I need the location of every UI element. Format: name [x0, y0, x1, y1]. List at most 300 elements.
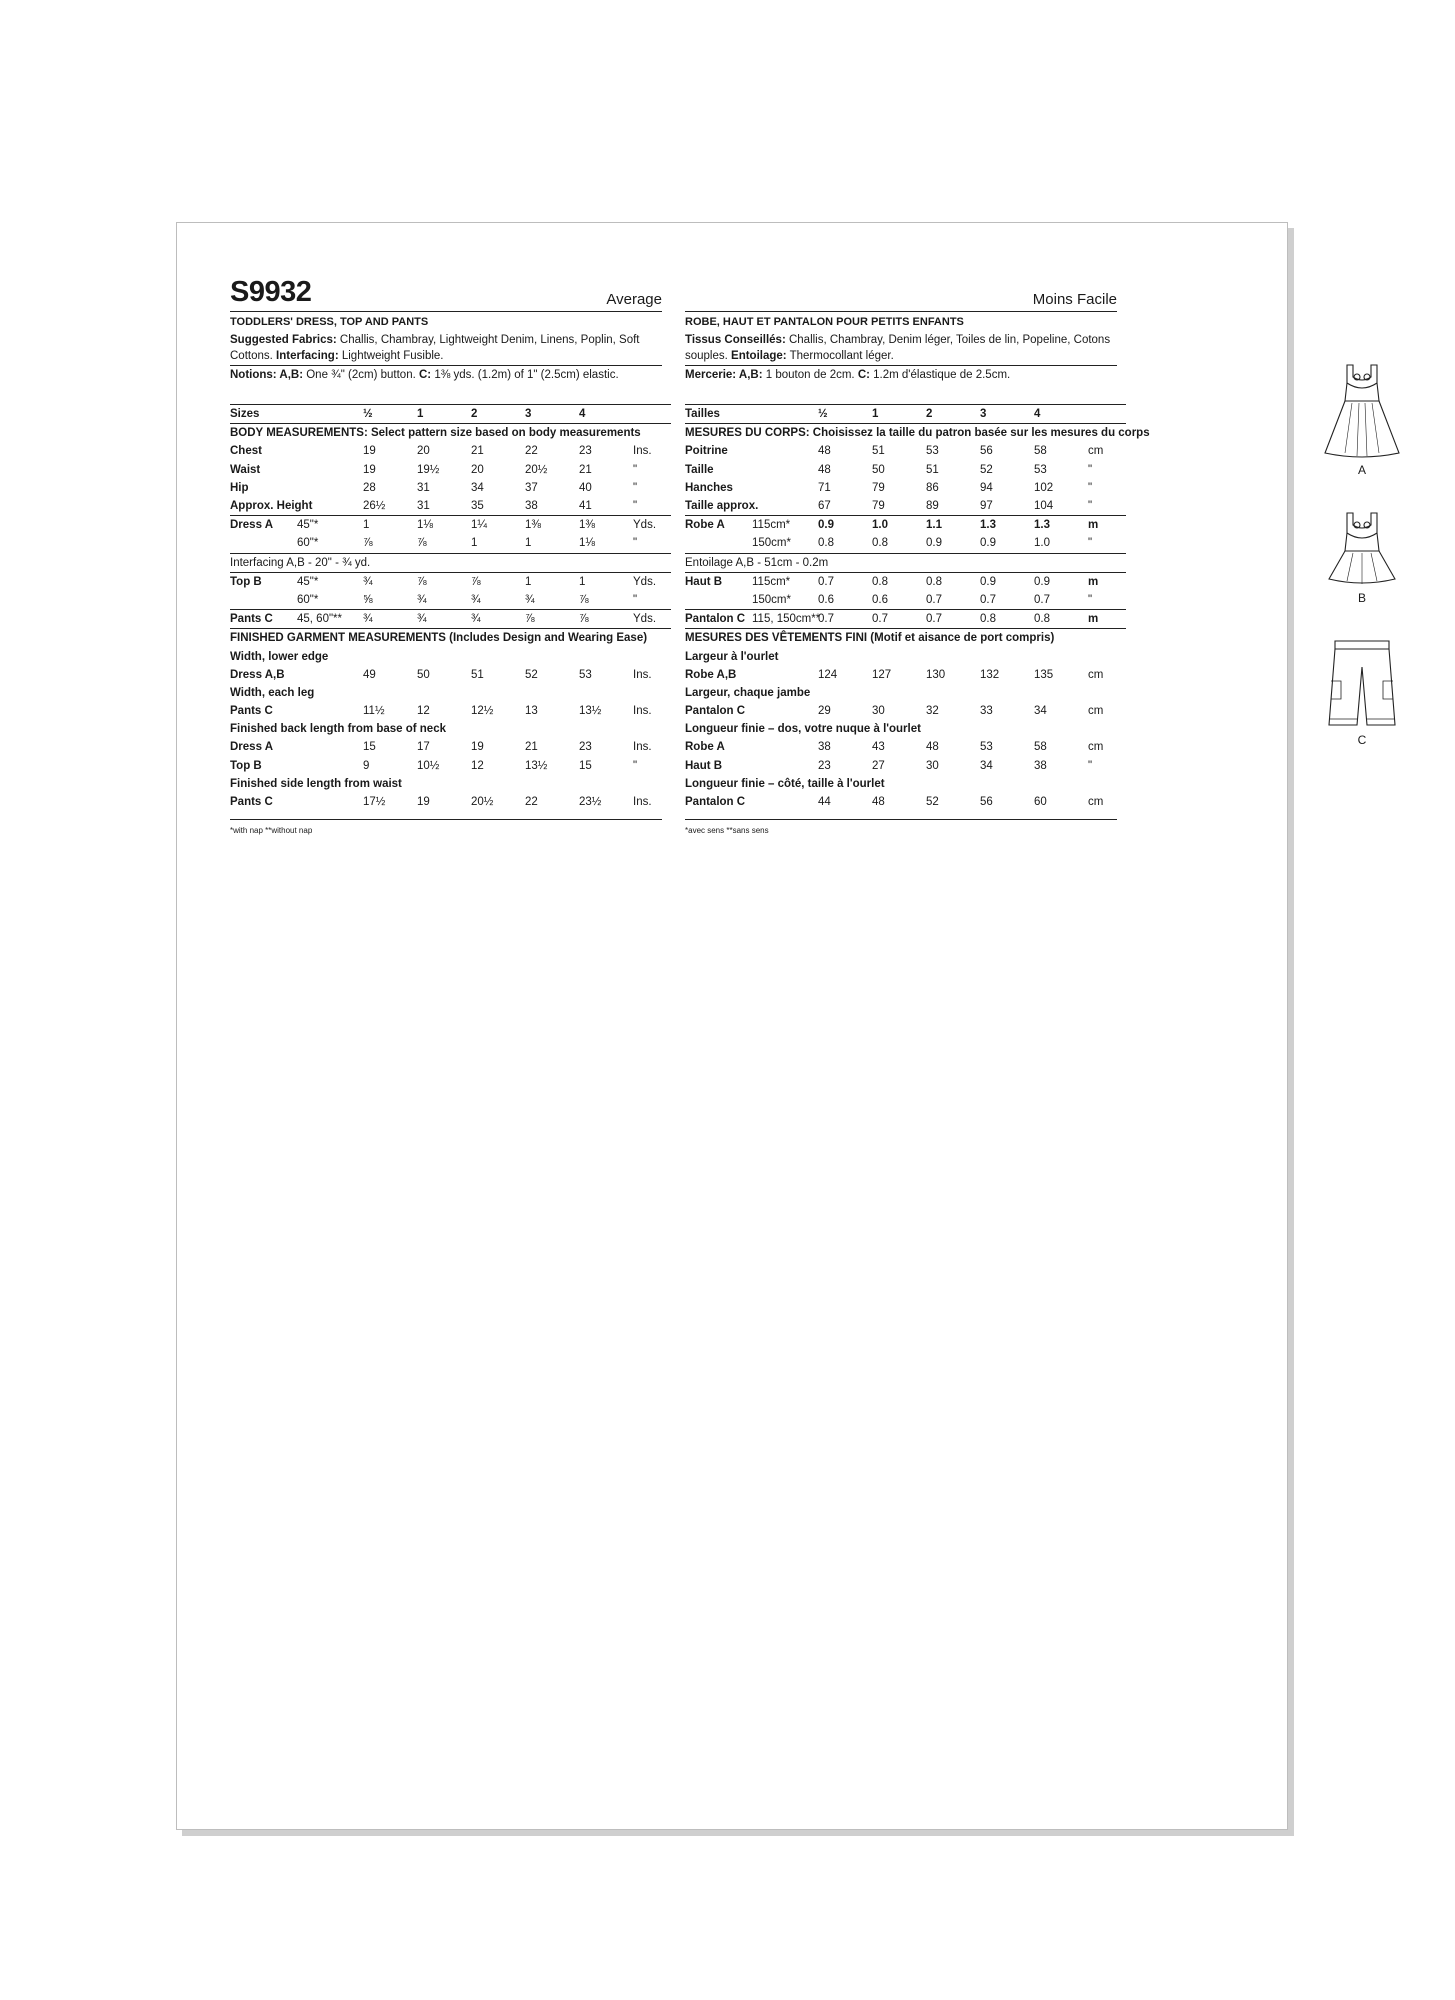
top-b-icon [1317, 511, 1407, 591]
notions [685, 365, 1117, 386]
unit: " [633, 481, 638, 494]
unit: " [1088, 481, 1093, 494]
size-cell: ½ [818, 405, 872, 424]
cell: 1 [579, 572, 633, 591]
table-row [230, 479, 671, 497]
cell: 13 [525, 705, 538, 718]
cell: ⅞ [579, 593, 589, 606]
row-label: Haut B [685, 572, 752, 591]
row-label: Poitrine [685, 445, 728, 458]
unit: m [1088, 516, 1126, 535]
row-label: Dress A [230, 516, 297, 535]
row-label: Robe A,B [685, 668, 737, 681]
cell: ¾ [471, 610, 525, 629]
cell: 21 [579, 463, 592, 476]
cell: 51 [471, 668, 484, 681]
pattern-code: S9932 [230, 276, 312, 308]
unit: " [633, 593, 638, 606]
row-label: Hanches [685, 481, 733, 494]
cell: 56 [980, 796, 993, 809]
subheading: Largeur à l'ourlet [685, 650, 779, 663]
table-row [230, 610, 671, 629]
cell: 34 [471, 481, 484, 494]
pattern-sheet [176, 222, 1367, 1830]
notions-text: 1 bouton de 2cm. [762, 369, 858, 381]
cell: 1¼ [471, 516, 525, 535]
cell: 1 [471, 537, 478, 550]
cell: 12½ [471, 705, 494, 718]
unit: " [1088, 463, 1093, 476]
cell: 79 [872, 481, 885, 494]
view-a [1317, 363, 1407, 477]
cell: 30 [872, 705, 885, 718]
header [685, 279, 1117, 307]
cell: 30 [926, 759, 939, 772]
interfacing-row: Entoilage A,B - 51cm - 0.2m [685, 553, 1126, 572]
cell: 21 [471, 445, 484, 458]
view-c [1317, 637, 1407, 747]
cell: 23 [818, 759, 831, 772]
cell: 32 [926, 705, 939, 718]
table-row [230, 534, 671, 553]
cell: 38 [525, 500, 538, 513]
table-row [685, 442, 1126, 460]
cell: 0.9 [980, 572, 1034, 591]
cell: 20½ [471, 796, 494, 809]
row-label: Robe A [685, 516, 752, 535]
cell: ⅞ [417, 537, 427, 550]
cell: 48 [818, 445, 831, 458]
cell: 0.9 [1034, 572, 1088, 591]
cell: 40 [579, 481, 592, 494]
cell: 79 [872, 500, 885, 513]
size-cell: 3 [980, 405, 1034, 424]
cell: 23 [579, 741, 592, 754]
cell: ⅞ [471, 572, 525, 591]
fabric-width: 45"* [297, 572, 363, 591]
cell: 51 [872, 445, 885, 458]
row-label: Pantalon C [685, 610, 752, 629]
cell: 44 [818, 796, 831, 809]
cell: ¾ [417, 610, 471, 629]
cell: 58 [1034, 741, 1047, 754]
cell: 20 [417, 445, 430, 458]
cell: 0.8 [818, 537, 834, 550]
cell: 53 [926, 445, 939, 458]
notions-text: One ¾" (2cm) button. [303, 369, 419, 381]
cell: 15 [363, 741, 376, 754]
cell: 49 [363, 668, 376, 681]
cell: 29 [818, 705, 831, 718]
cell: 11½ [363, 705, 385, 718]
cell: 34 [1034, 705, 1047, 718]
cell: 13½ [525, 759, 548, 772]
cell: ¾ [471, 593, 481, 606]
cell: 37 [525, 481, 538, 494]
unit: Yds. [633, 516, 671, 535]
view-b-label: B [1357, 591, 1366, 605]
footnote: *with nap **without nap [230, 819, 662, 836]
table-row [230, 666, 671, 684]
size-cell: 1 [872, 405, 926, 424]
cell: 38 [1034, 759, 1047, 772]
footnote: *avec sens **sans sens [685, 819, 1117, 836]
cell: 53 [980, 741, 993, 754]
cell: 12 [417, 705, 430, 718]
body-measurements-heading: BODY MEASUREMENTS: Select pattern size based on body measurements [230, 424, 671, 443]
size-cell: 4 [1034, 405, 1088, 424]
unit: Ins. [633, 668, 652, 681]
view-c-label: C [1357, 733, 1367, 747]
cell: 1⅜ [579, 516, 633, 535]
cell: 130 [926, 668, 946, 681]
cell: 132 [980, 668, 1000, 681]
cell: 1.3 [980, 516, 1034, 535]
cell: 1 [363, 516, 417, 535]
cell: 1⅛ [579, 537, 595, 550]
notions [230, 365, 662, 386]
cell: 0.7 [818, 610, 872, 629]
size-cell: 2 [471, 405, 525, 424]
fabric-width: 115cm* [752, 572, 818, 591]
table-row [685, 534, 1126, 553]
cell: 50 [417, 668, 430, 681]
fabric-width: 45"* [297, 516, 363, 535]
cell: 0.8 [980, 610, 1034, 629]
unit: m [1088, 572, 1126, 591]
cell: 19 [363, 445, 376, 458]
measurement-table [230, 386, 671, 811]
view-b [1317, 511, 1407, 605]
unit: Ins. [633, 741, 652, 754]
notions-c-label: C: [857, 369, 870, 381]
notions-text-2: 1⅜ yds. (1.2m) of 1" (2.5cm) elastic. [431, 369, 619, 381]
unit: " [633, 500, 638, 513]
cell: 0.9 [980, 537, 996, 550]
fabric-width: 150cm* [752, 537, 791, 550]
cell: 127 [872, 668, 892, 681]
cell: 52 [926, 796, 939, 809]
cell: 104 [1034, 500, 1054, 513]
row-label: Dress A [230, 741, 274, 754]
cell: 19 [471, 741, 484, 754]
cell: 10½ [417, 759, 440, 772]
unit: cm [1088, 741, 1104, 754]
row-label: Waist [230, 463, 261, 476]
unit: Yds. [633, 610, 671, 629]
cell: 17 [417, 741, 430, 754]
cell: 56 [980, 445, 993, 458]
sizes-label: Tailles [685, 405, 818, 424]
row-label: Chest [230, 445, 262, 458]
size-cell: 3 [525, 405, 579, 424]
cell: 86 [926, 481, 939, 494]
size-cell: 2 [926, 405, 980, 424]
unit: cm [1088, 705, 1104, 718]
row-label: Pantalon C [685, 705, 746, 718]
cell: 53 [579, 668, 592, 681]
sizes-row [685, 405, 1126, 424]
cell: ¾ [363, 610, 417, 629]
body-measurements-heading: MESURES DU CORPS: Choisissez la taille du patron basée sur les mesures du corps [685, 424, 1126, 443]
table-row [230, 793, 671, 811]
row-label: Pants C [230, 705, 273, 718]
cell: 20½ [525, 463, 548, 476]
row-label: Dress A,B [230, 668, 285, 681]
unit: Ins. [633, 705, 652, 718]
fabrics-label: Suggested Fabrics: [230, 334, 337, 346]
cell: 1⅛ [417, 516, 471, 535]
row-label: Taille approx. [685, 500, 759, 513]
measurement-table [685, 386, 1150, 811]
cell: ⅝ [363, 593, 373, 606]
header [230, 276, 662, 308]
finished-measurements-heading: FINISHED GARMENT MEASUREMENTS (Includes Design and Wearing Ease) [230, 629, 671, 648]
cell: 124 [818, 668, 838, 681]
size-cell: 4 [579, 405, 633, 424]
cell: 19½ [417, 463, 440, 476]
notions-label: Notions: A,B: [230, 369, 304, 381]
unit: " [633, 463, 638, 476]
cell: 52 [980, 463, 993, 476]
table-row [685, 516, 1126, 535]
view-a-label: A [1357, 463, 1366, 477]
cell: 35 [471, 500, 484, 513]
table-row [685, 497, 1126, 516]
cell: 23 [579, 445, 592, 458]
cell: 19 [363, 463, 376, 476]
unit: m [1088, 610, 1126, 629]
cell: 135 [1034, 668, 1054, 681]
cell: 21 [525, 741, 538, 754]
row-label: Top B [230, 572, 297, 591]
cell: 97 [980, 500, 993, 513]
cell: 13½ [579, 705, 602, 718]
fabric-width: 115cm* [752, 516, 818, 535]
cell: 19 [417, 796, 430, 809]
table-row [230, 442, 671, 460]
cell: 0.8 [1034, 610, 1088, 629]
table-row [230, 516, 671, 535]
cell: 23½ [579, 796, 602, 809]
table-row [230, 702, 671, 720]
row-label: Pants C [230, 796, 273, 809]
cell: ¾ [363, 572, 417, 591]
unit: Yds. [633, 572, 671, 591]
row-label: Pantalon C [685, 796, 746, 809]
subheading: Width, lower edge [230, 650, 329, 663]
subheading: Finished side length from waist [230, 777, 402, 790]
unit: " [1088, 593, 1093, 606]
subheading: Largeur, chaque jambe [685, 686, 811, 699]
row-label: Taille [685, 463, 714, 476]
cell: ¾ [525, 593, 535, 606]
cell: 71 [818, 481, 831, 494]
cell: 26½ [363, 500, 386, 513]
sizes-row [230, 405, 671, 424]
fabrics-text: Challis, Chambray, Lightweight Denim, Linens, Poplin, Soft Cottons. [230, 334, 640, 362]
notions-c-label: C: [419, 369, 432, 381]
subheading: Longueur finie – côté, taille à l'ourlet [685, 777, 885, 790]
interfacing-text: Thermocollant léger. [786, 350, 894, 362]
difficulty-level: Moins Facile [1032, 291, 1117, 308]
cell: 1 [525, 537, 532, 550]
pattern-title: TODDLERS' DRESS, TOP AND PANTS [230, 311, 662, 330]
suggested-fabrics [230, 332, 662, 365]
cell: 0.8 [872, 537, 888, 550]
table-row [685, 461, 1126, 479]
cell: 22 [525, 796, 538, 809]
cell: 0.7 [1034, 593, 1050, 606]
table-row [685, 738, 1126, 756]
fabric-width: 150cm* [752, 593, 791, 606]
table-row [230, 461, 671, 479]
row-label: Haut B [685, 759, 723, 772]
cell: 0.7 [926, 610, 980, 629]
subheading: Longueur finie – dos, votre nuque à l'ourlet [685, 723, 921, 736]
interfacing-label: Interfacing: [276, 350, 339, 362]
cell: 60 [1034, 796, 1047, 809]
table-row [685, 591, 1126, 610]
suggested-fabrics [685, 332, 1117, 365]
subheading: Width, each leg [230, 686, 315, 699]
cell: 0.9 [926, 537, 942, 550]
cell: 12 [471, 759, 484, 772]
sizes-label: Sizes [230, 405, 363, 424]
interfacing-row: Interfacing A,B - 20" - ¾ yd. [230, 553, 671, 572]
cell: 15 [579, 759, 592, 772]
cell: 1.1 [926, 516, 980, 535]
cell: 0.7 [818, 572, 872, 591]
cell: 94 [980, 481, 993, 494]
interfacing-label: Entoilage: [731, 350, 787, 362]
cell: 48 [818, 463, 831, 476]
cell: 0.7 [872, 610, 926, 629]
table-row [685, 666, 1126, 684]
fabric-width: 60"* [297, 537, 319, 550]
table-row [685, 793, 1126, 811]
unit: " [633, 759, 638, 772]
cell: 0.6 [872, 593, 888, 606]
cell: ¾ [417, 593, 427, 606]
table-row [230, 738, 671, 756]
row-label: Robe A [685, 741, 725, 754]
subheading: Finished back length from base of neck [230, 723, 446, 736]
cell: 31 [417, 481, 430, 494]
unit: " [1088, 537, 1093, 550]
pants-c-icon [1317, 637, 1407, 737]
table-row [685, 610, 1126, 629]
cell: 27 [872, 759, 885, 772]
table-row [685, 572, 1126, 591]
cell: 34 [980, 759, 993, 772]
size-cell: 1 [417, 405, 471, 424]
cell: 43 [872, 741, 885, 754]
notions-text-2: 1.2m d'élastique de 2.5cm. [869, 369, 1011, 381]
cell: ⅞ [363, 537, 373, 550]
cell: 102 [1034, 481, 1054, 494]
fabric-width: 115, 150cm** [752, 610, 818, 629]
row-label: Top B [230, 759, 262, 772]
fabric-width: 45, 60"** [297, 610, 363, 629]
table-row [230, 591, 671, 610]
notions-label: Mercerie: A,B: [685, 369, 763, 381]
fabric-width: 60"* [297, 593, 319, 606]
cell: 41 [579, 500, 592, 513]
dress-a-icon [1317, 363, 1407, 463]
cell: 1.3 [1034, 516, 1088, 535]
cell: 33 [980, 705, 993, 718]
unit: Ins. [633, 445, 652, 458]
cell: 48 [872, 796, 885, 809]
cell: 0.7 [926, 593, 942, 606]
cell: 1.0 [1034, 537, 1050, 550]
table-row [685, 702, 1126, 720]
cell: ⅞ [525, 610, 579, 629]
unit: cm [1088, 445, 1104, 458]
table-row [230, 572, 671, 591]
cell: 20 [471, 463, 484, 476]
row-label: Hip [230, 481, 249, 494]
cell: 17½ [363, 796, 386, 809]
fabrics-label: Tissus Conseillés: [685, 334, 786, 346]
table-row [685, 479, 1126, 497]
cell: 89 [926, 500, 939, 513]
cell: ⅞ [417, 572, 471, 591]
cell: 1 [525, 572, 579, 591]
cell: 50 [872, 463, 885, 476]
cell: 31 [417, 500, 430, 513]
cell: 0.6 [818, 593, 834, 606]
cell: 52 [525, 668, 538, 681]
difficulty-level: Average [606, 291, 662, 308]
cell: 0.8 [926, 572, 980, 591]
fabrics-text: Challis, Chambray, Denim léger, Toiles de lin, Popeline, Cotons souples. [685, 334, 1111, 362]
cell: 0.7 [980, 593, 996, 606]
unit: cm [1088, 668, 1104, 681]
table-row [685, 757, 1126, 775]
cell: 38 [818, 741, 831, 754]
unit: Ins. [633, 796, 652, 809]
table-row [230, 757, 671, 775]
unit: " [1088, 759, 1093, 772]
finished-measurements-heading: MESURES DES VÊTEMENTS FINI (Motif et aisance de port compris) [685, 629, 1126, 648]
cell: 51 [926, 463, 939, 476]
cell: 67 [818, 500, 831, 513]
cell: 22 [525, 445, 538, 458]
table-row [230, 497, 671, 516]
pattern-title: ROBE, HAUT ET PANTALON POUR PETITS ENFANTS [685, 311, 1117, 330]
cell: 9 [363, 759, 370, 772]
cell: 28 [363, 481, 376, 494]
size-cell: ½ [363, 405, 417, 424]
english-column [230, 276, 662, 836]
row-label: Approx. Height [230, 500, 313, 513]
cell: 0.8 [872, 572, 926, 591]
unit: " [1088, 500, 1093, 513]
cell: 53 [1034, 463, 1047, 476]
cell: ⅞ [579, 610, 633, 629]
interfacing-text: Lightweight Fusible. [338, 350, 444, 362]
unit: cm [1088, 796, 1104, 809]
cell: 0.9 [818, 516, 872, 535]
french-column [685, 279, 1150, 836]
cell: 58 [1034, 445, 1047, 458]
cell: 1.0 [872, 516, 926, 535]
row-label: Pants C [230, 610, 297, 629]
cell: 48 [926, 741, 939, 754]
cell: 1⅜ [525, 516, 579, 535]
